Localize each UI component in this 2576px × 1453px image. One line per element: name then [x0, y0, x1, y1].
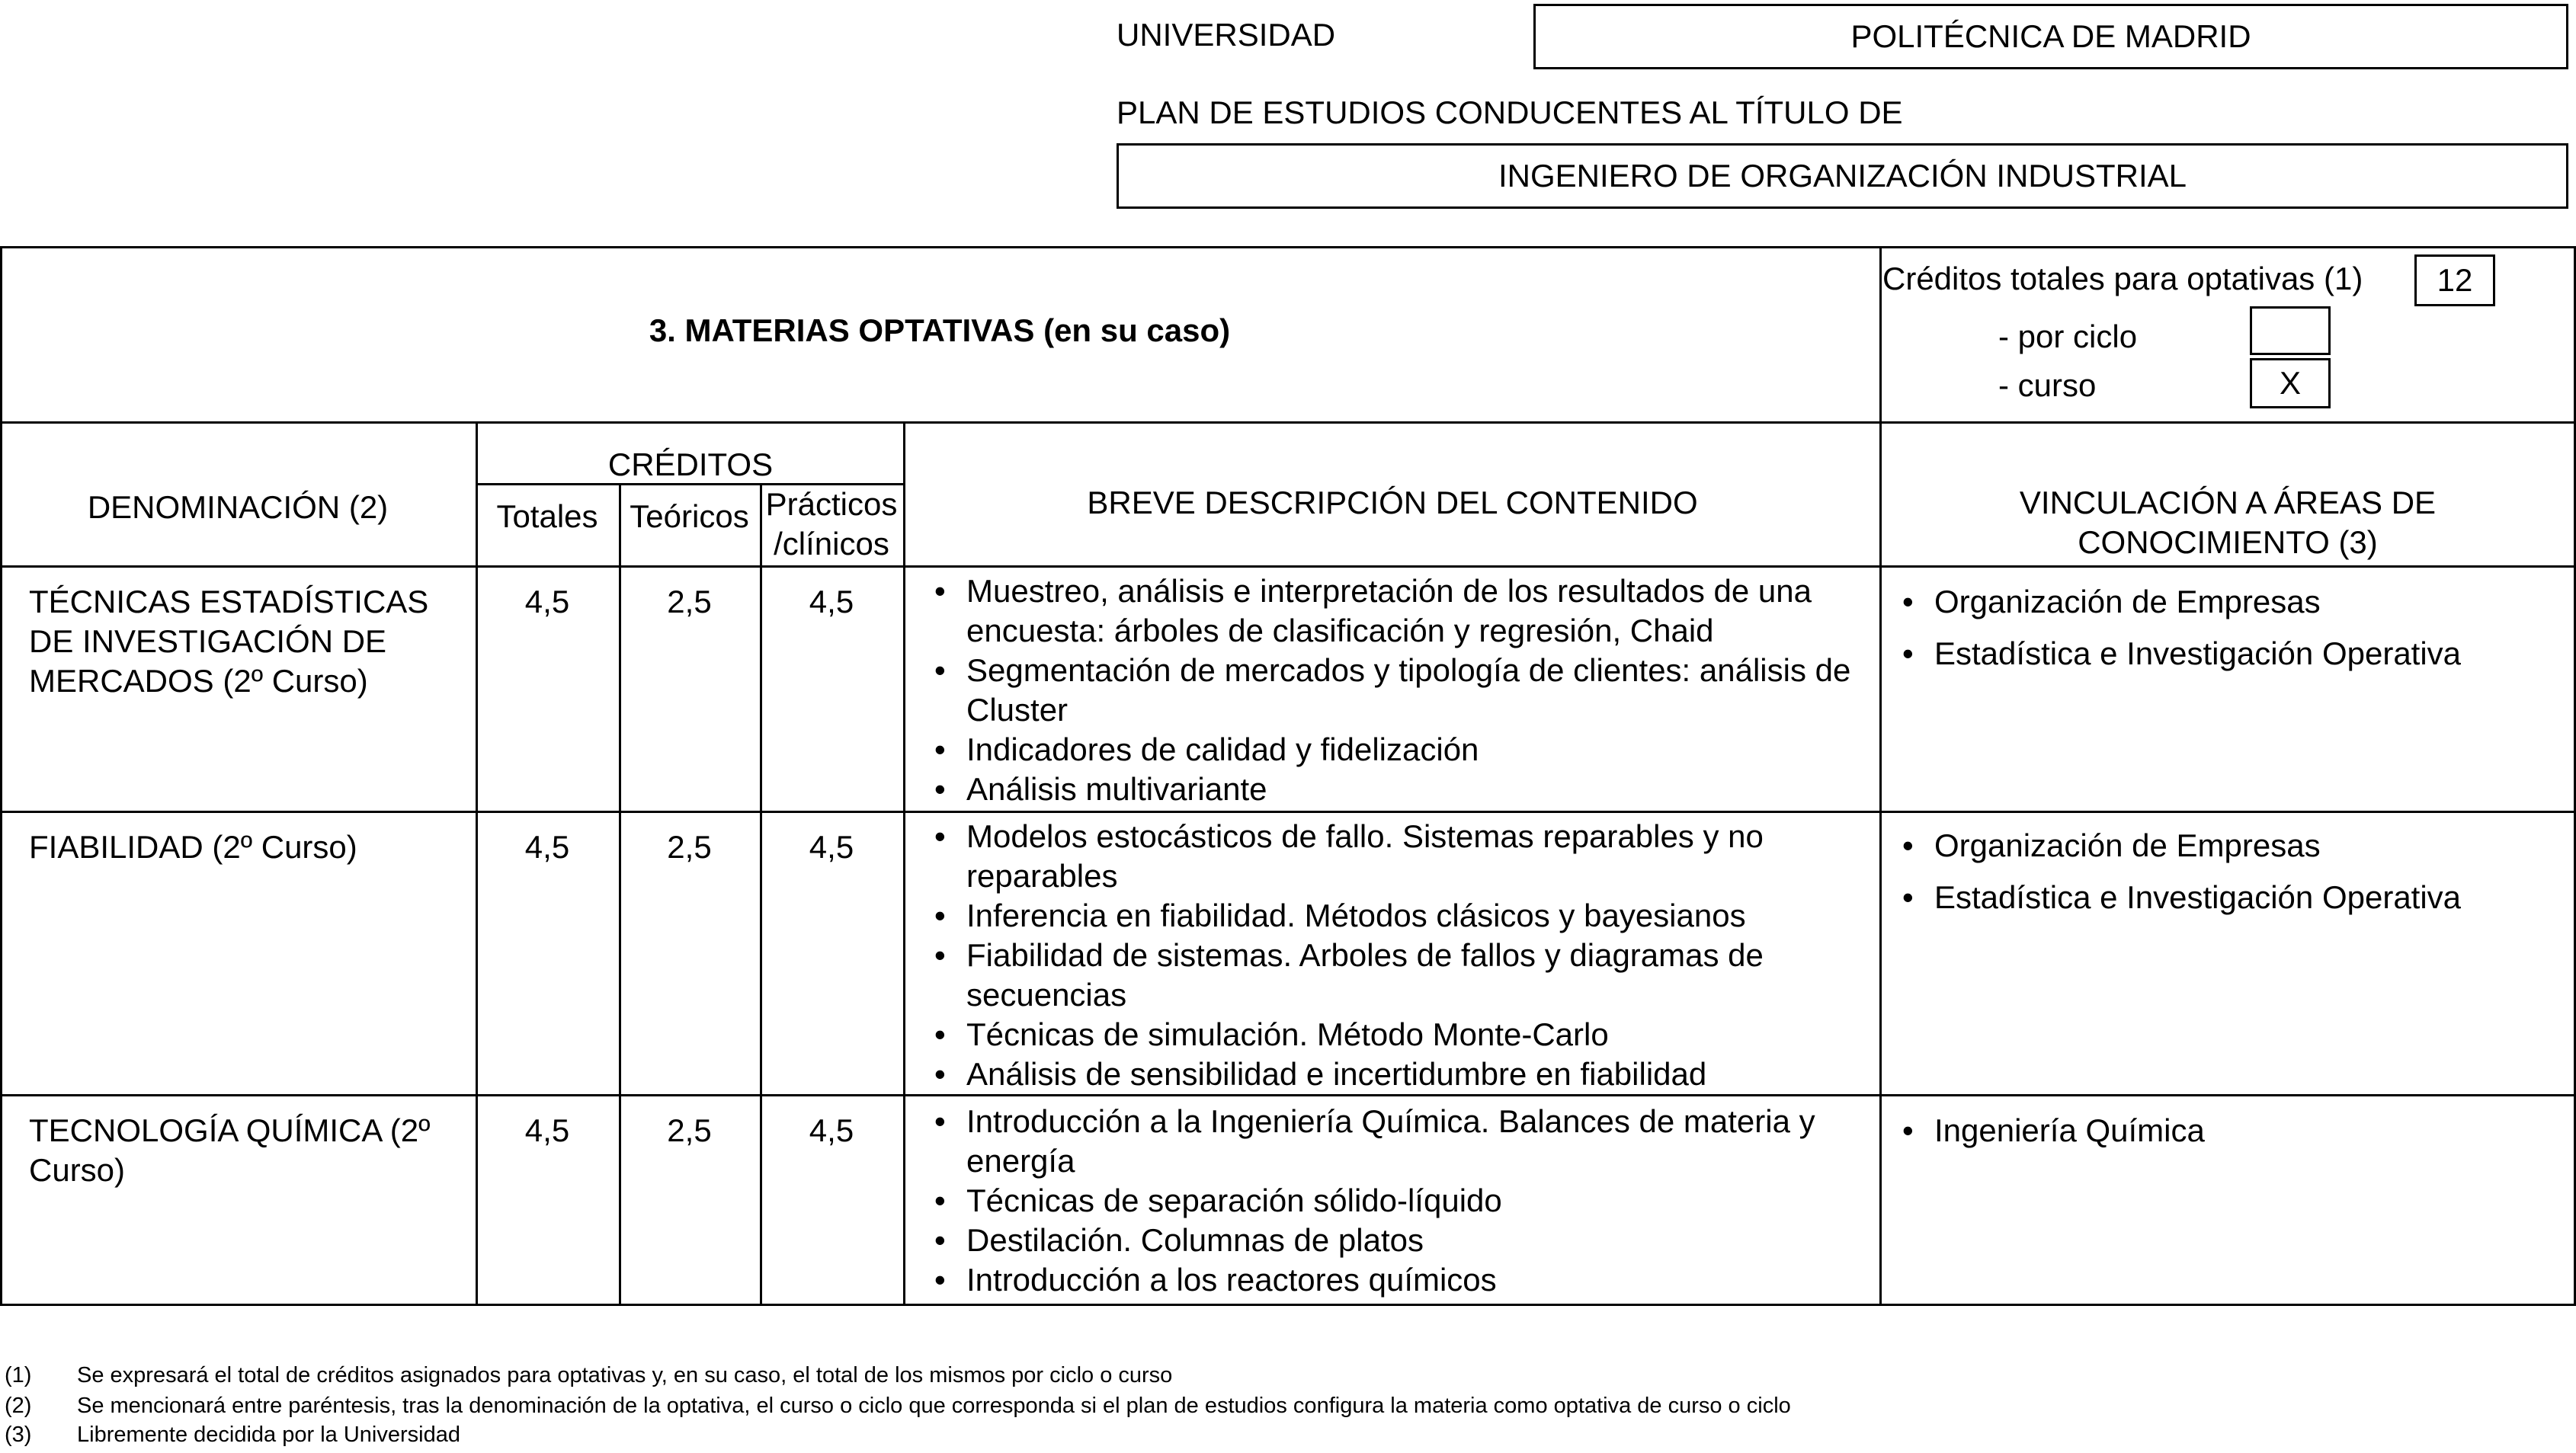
col-practicos-line1: Prácticos	[765, 486, 898, 522]
col-teoricos: Teóricos	[630, 498, 749, 534]
col-vinculacion	[1882, 483, 2574, 562]
universidad-value-box	[1533, 4, 2568, 69]
row-denominacion: TECNOLOGÍA QUÍMICA (2º Curso)	[29, 1112, 431, 1188]
list-item: • Estadística e Investigación Operativa	[1889, 878, 2567, 917]
footnote-number: (1)	[5, 1363, 32, 1387]
col-creditos: CRÉDITOS	[607, 446, 774, 482]
list-item: • Indicadores de calidad y fidelización	[921, 730, 1873, 770]
row-totales: 4,5	[524, 584, 570, 619]
list-item: • Análisis multivariante	[921, 770, 1873, 809]
row-areas-list	[1889, 582, 2567, 674]
universidad-value: POLITÉCNICA DE MADRID	[1850, 18, 2251, 54]
footnote-2	[5, 1394, 2520, 1421]
list-item: • Segmentación de mercados y tipología de clientes: análisis de Cluster	[921, 651, 1873, 730]
curso-label: - curso	[1998, 367, 2097, 403]
row-teoricos: 2,5	[667, 829, 712, 865]
col-totales: Totales	[496, 498, 598, 534]
col-practicos	[760, 485, 903, 564]
footnote-number: (3)	[5, 1423, 32, 1447]
por-ciclo-box	[2250, 306, 2331, 355]
row-practicos: 4,5	[809, 584, 854, 619]
row-denominacion: FIABILIDAD (2º Curso)	[29, 829, 357, 865]
section-title: 3. MATERIAS OPTATIVAS (en su caso)	[649, 312, 1231, 348]
list-item: • Introducción a la Ingeniería Química. Balances de materia y energía	[921, 1102, 1873, 1181]
list-item: • Modelos estocásticos de fallo. Sistemas reparables y no reparables	[921, 817, 1873, 896]
footnote-number: (2)	[5, 1394, 32, 1418]
row-contenido-list	[921, 571, 1873, 809]
row-contenido-list	[921, 817, 1873, 1094]
footnote-text: Libremente decidida por la Universidad	[77, 1423, 460, 1447]
universidad-label: UNIVERSIDAD	[1117, 17, 1336, 53]
list-item: • Destilación. Columnas de platos	[921, 1221, 1873, 1260]
col-denominacion: DENOMINACIÓN (2)	[87, 489, 389, 525]
row-contenido-list	[921, 1102, 1873, 1300]
list-item: • Técnicas de separación sólido-líquido	[921, 1181, 1873, 1221]
por-ciclo-label: - por ciclo	[1998, 318, 2138, 354]
list-item: • Organización de Empresas	[1889, 582, 2567, 622]
footnote-3	[5, 1423, 2520, 1450]
footnote-text: Se mencionará entre paréntesis, tras la denominación de la optativa, el curso o ciclo que corresponda si el plan de estudios configura la materia como optativa de curso o ciclo	[77, 1394, 1791, 1418]
list-item: • Muestreo, análisis e interpretación de los resultados de una encuesta: árboles de clasificación y regresión, Chaid	[921, 571, 1873, 651]
row-practicos: 4,5	[809, 1112, 854, 1148]
col-vinculacion-line1: VINCULACIÓN A ÁREAS DE	[2019, 485, 2437, 520]
creditos-totales-value: 12	[2437, 262, 2473, 298]
list-item: • Ingeniería Química	[1889, 1111, 2567, 1151]
col-descripcion: BREVE DESCRIPCIÓN DEL CONTENIDO	[1087, 485, 1698, 520]
plan-label: PLAN DE ESTUDIOS CONDUCENTES AL TÍTULO DE	[1117, 94, 1903, 130]
row-totales: 4,5	[524, 829, 570, 865]
list-item: • Análisis de sensibilidad e incertidumbre en fiabilidad	[921, 1055, 1873, 1094]
row-totales: 4,5	[524, 1112, 570, 1148]
curso-box	[2250, 358, 2331, 408]
col-practicos-line2: /clínicos	[774, 526, 889, 562]
titulo-value: INGENIERO DE ORGANIZACIÓN INDUSTRIAL	[1498, 158, 2187, 194]
footnote-text: Se expresará el total de créditos asignados para optativas y, en su caso, el total de los mismos por ciclo o curso	[77, 1363, 1173, 1387]
list-item: • Organización de Empresas	[1889, 826, 2567, 866]
row-areas-list	[1889, 826, 2567, 917]
col-vinculacion-line2: CONOCIMIENTO (3)	[2078, 524, 2378, 560]
list-item: • Inferencia en fiabilidad. Métodos clásicos y bayesianos	[921, 896, 1873, 936]
row-denominacion: TÉCNICAS ESTADÍSTICAS DE INVESTIGACIÓN DE MERCADOS (2º Curso)	[29, 584, 429, 699]
creditos-totales-label: Créditos totales para optativas (1)	[1882, 261, 2363, 296]
row-areas-list	[1889, 1111, 2567, 1151]
titulo-value-box	[1117, 143, 2568, 209]
curso-value: X	[2279, 365, 2301, 401]
list-item: • Introducción a los reactores químicos	[921, 1260, 1873, 1300]
row-teoricos: 2,5	[667, 584, 712, 619]
row-practicos: 4,5	[809, 829, 854, 865]
footnote-1	[5, 1363, 2520, 1391]
row-teoricos: 2,5	[667, 1112, 712, 1148]
list-item: • Fiabilidad de sistemas. Arboles de fallos y diagramas de secuencias	[921, 936, 1873, 1015]
creditos-totales-box	[2414, 254, 2495, 306]
list-item: • Estadística e Investigación Operativa	[1889, 634, 2567, 674]
list-item: • Técnicas de simulación. Método Monte-Carlo	[921, 1015, 1873, 1055]
